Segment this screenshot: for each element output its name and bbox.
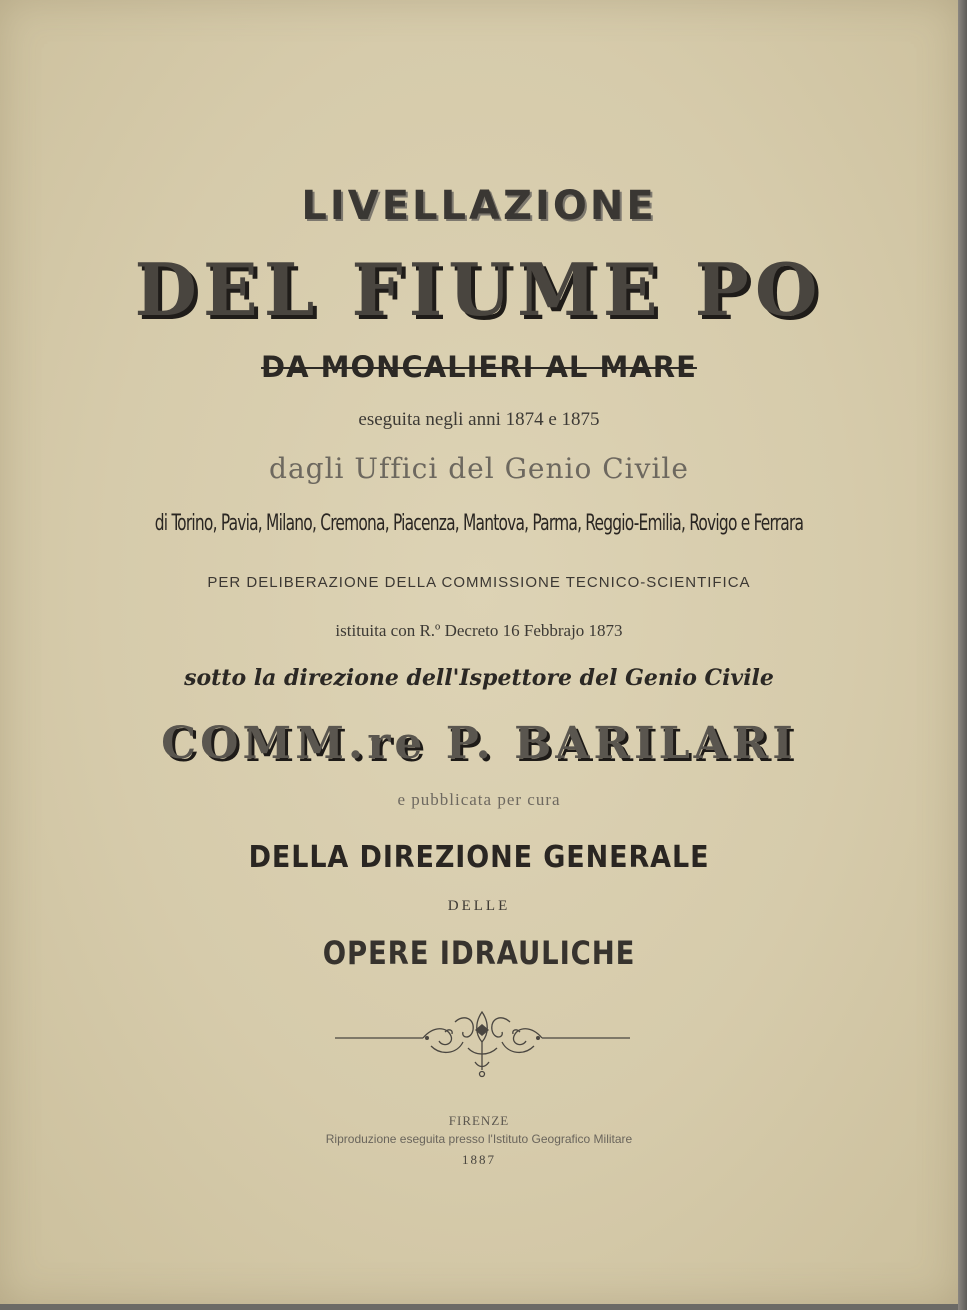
decree-line: istituita con R.º Decreto 16 Febbrajo 1873 — [335, 621, 623, 640]
scrollwork-ornament-icon — [335, 1008, 630, 1080]
offices-line: dagli Uffici del Genio Civile — [269, 452, 689, 485]
imprint-city: FIRENZE — [448, 1113, 510, 1128]
title-livellazione: LIVELLAZIONE — [301, 183, 657, 229]
scan-edge — [958, 0, 967, 1310]
published-line: e pubblicata per cura — [397, 790, 561, 809]
subtitle-route: DA MONCALIERI AL MARE — [261, 350, 697, 384]
directorate-line: DELLA DIREZIONE GENERALE — [248, 840, 710, 875]
imprint-reproduction: Riproduzione eseguita presso l'Istituto Geografico Militare — [325, 1132, 633, 1146]
works-line: OPERE IDRAULICHE — [322, 934, 636, 972]
title-del-fiume-po: DEL FIUME PO — [134, 247, 824, 332]
deliberation-line: PER DELIBERAZIONE DELLA COMMISSIONE TECNICO-SCIENTIFICA — [207, 574, 751, 591]
inspector-name: COMM.re P. BARILARI — [161, 718, 797, 769]
cities-list: di Torino, Pavia, Milano, Cremona, Piacenza, Mantova, Parma, Reggio-Emilia, Rovigo e Ferrara — [154, 511, 804, 536]
imprint-year: 1887 — [462, 1152, 496, 1167]
delle-line: DELLE — [447, 898, 511, 914]
execution-years: eseguita negli anni 1874 e 1875 — [358, 409, 600, 430]
direction-line: sotto la direzione dell'Ispettore del Genio Civile — [184, 665, 774, 691]
